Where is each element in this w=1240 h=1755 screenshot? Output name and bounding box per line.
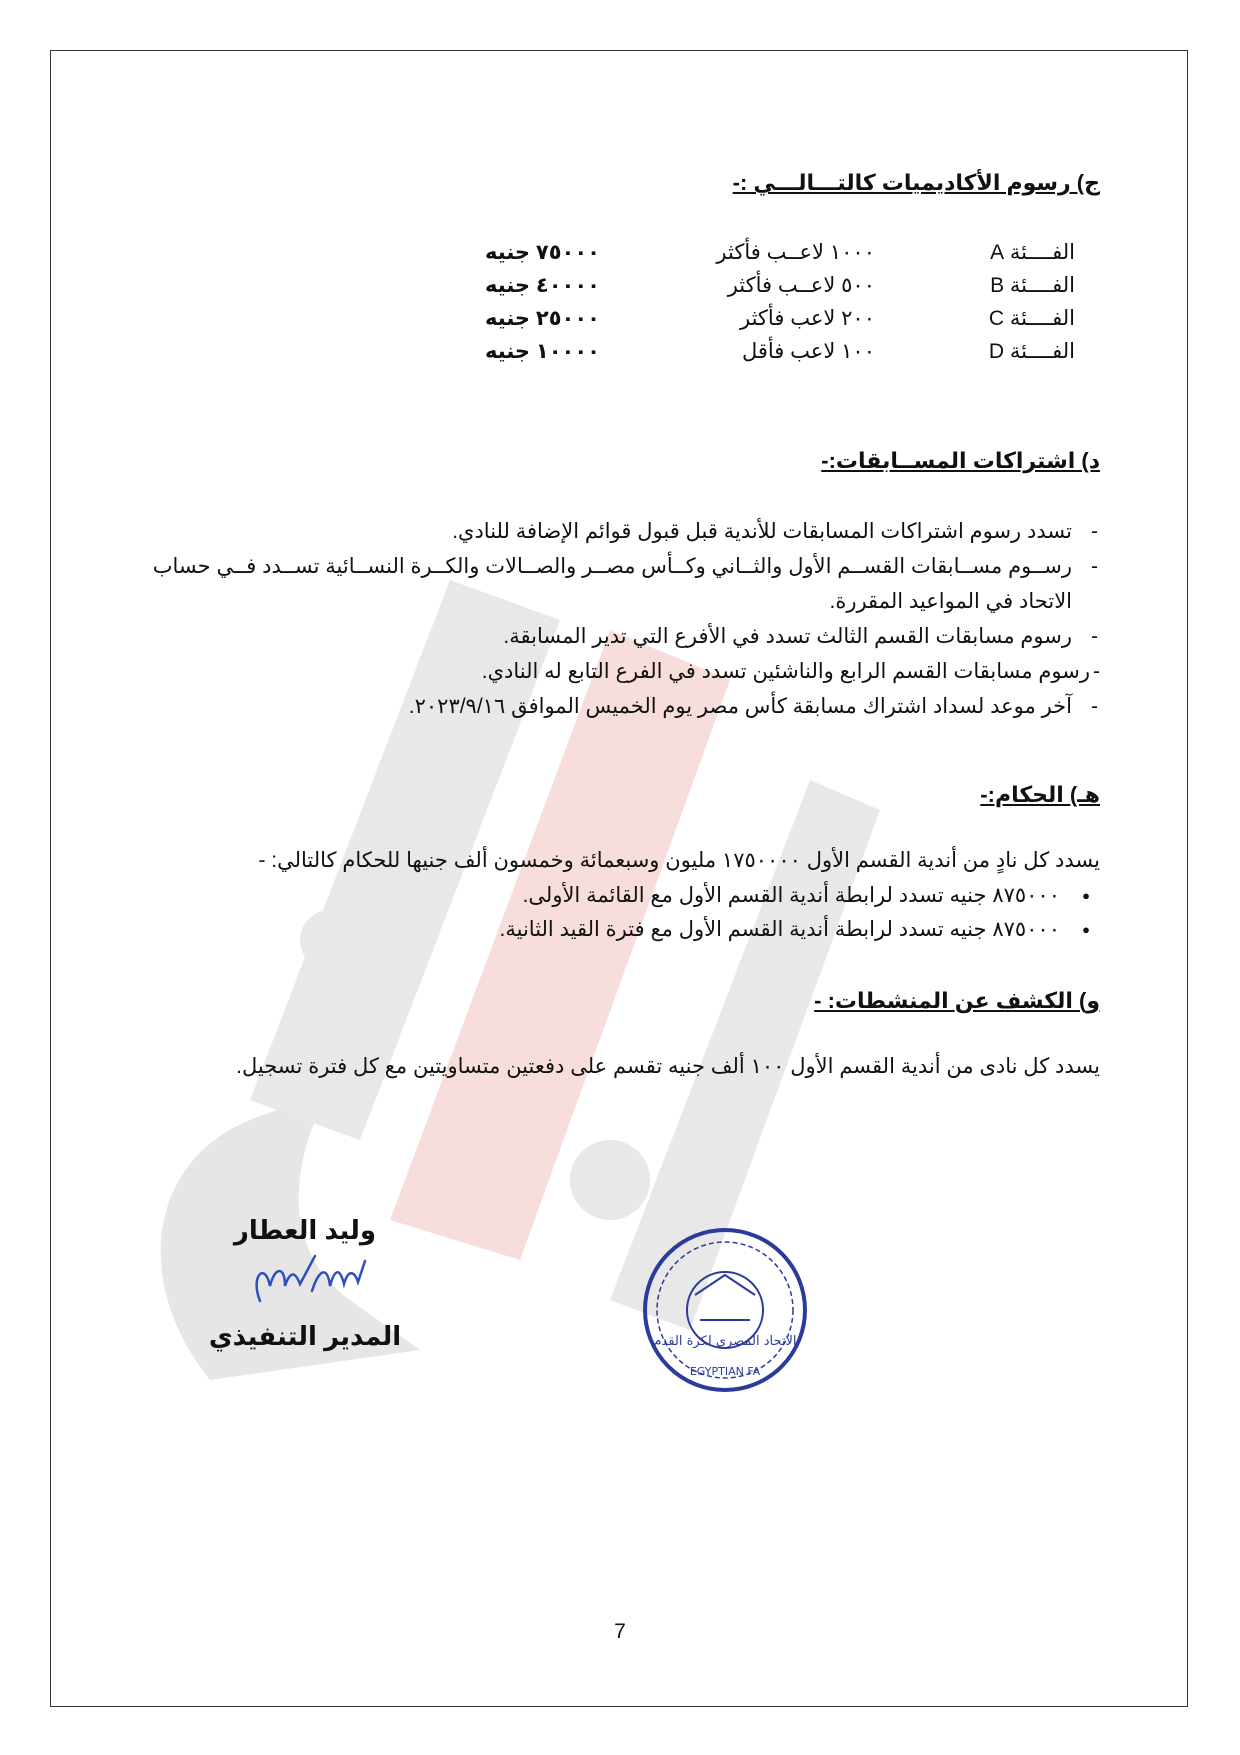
competitions-list	[150, 514, 1100, 724]
svg-text:الاتحاد المصري لكرة القدم: الاتحاد المصري لكرة القدم	[653, 1334, 797, 1349]
referees-title: هـ) الحكام:-	[980, 782, 1100, 807]
document-body	[150, 170, 1100, 1078]
signatory-role: المدير التنفيذي	[208, 1321, 402, 1351]
list-item: ● ٨٧٥٠٠٠ جنيه تسدد لرابطة أندية القسم الأول مع القائمة الأولى.	[150, 879, 1100, 913]
competitions-section	[150, 448, 1100, 724]
competitions-title: د) اشتراكات المســابقات:-	[821, 448, 1100, 473]
fee-row: الفــــئة D ١٠٠ لاعب فأقل ١٠٠٠٠ جنيه	[485, 340, 1075, 363]
doping-title: و) الكشف عن المنشطات: -	[814, 988, 1100, 1013]
fee-row: الفــــئة A ١٠٠٠ لاعــب فأكثر ٧٥٠٠٠ جنيه	[485, 241, 1075, 264]
academies-title: ج) رسوم الأكاديميات كالتـــالـــي :-	[732, 170, 1100, 195]
doping-text: يسدد كل نادى من أندية القسم الأول ١٠٠ ألف جنيه تقسم على دفعتين متساويتين مع كل فترة تسجيل.	[236, 1055, 1100, 1078]
academies-fee-table	[150, 236, 1100, 368]
list-item: - آخر موعد لسداد اشتراك مسابقة كأس مصر يوم الخميس الموافق ٢٠٢٣/٩/١٦.	[150, 689, 1100, 724]
list-item: - رسوم مسابقات القسم الثالث تسدد في الأفرع التي تدير المسابقة.	[150, 619, 1100, 654]
list-item: ● ٨٧٥٠٠٠ جنيه تسدد لرابطة أندية القسم الأول مع فترة القيد الثانية.	[150, 913, 1100, 947]
referees-intro: يسدد كل نادٍ من أندية القسم الأول ١٧٥٠٠٠٠ مليون وسبعمائة وخمسون ألف جنيها للحكام كالتالي: -	[258, 849, 1100, 872]
page-number: 7	[614, 1620, 626, 1643]
signature-block	[205, 1215, 405, 1352]
fee-row: الفــــئة B ٥٠٠ لاعــب فأكثر ٤٠٠٠٠ جنيه	[485, 274, 1075, 297]
referees-list	[150, 879, 1100, 947]
official-stamp	[640, 1225, 810, 1395]
svg-text:EGYPTIAN FA: EGYPTIAN FA	[689, 1365, 761, 1378]
signatory-name: وليد العطار	[233, 1215, 377, 1245]
referees-section	[150, 782, 1100, 947]
fee-row: الفــــئة C ٢٠٠ لاعب فأكثر ٢٥٠٠٠ جنيه	[485, 307, 1075, 330]
list-item: - رســوم مســابقات القســم الأول والثــاني وكــأس مصــر والصــالات والكــرة النســائية تســدد فــي حساب الاتحاد في المواعيد المقررة.	[150, 549, 1100, 619]
doping-section	[150, 988, 1100, 1079]
list-item: - تسدد رسوم اشتراكات المسابقات للأندية قبل قبول قوائم الإضافة للنادي.	[150, 514, 1100, 549]
handwritten-signature	[240, 1246, 370, 1316]
list-item: - رسوم مسابقات القسم الرابع والناشئين تسدد في الفرع التابع له النادي.	[150, 654, 1100, 689]
